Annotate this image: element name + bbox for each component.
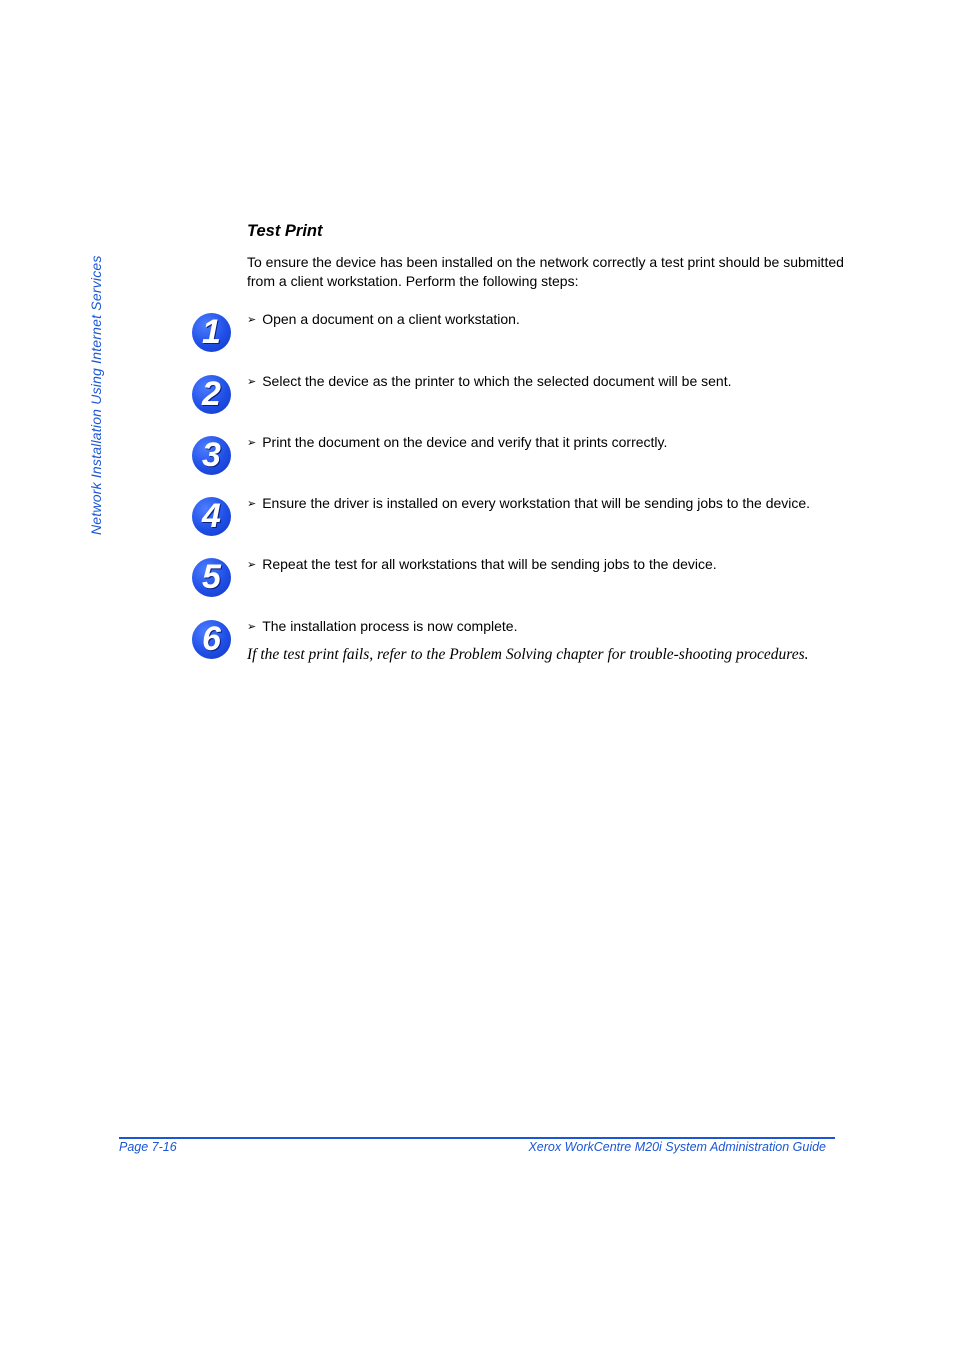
step-number-badge-2 — [192, 375, 231, 414]
step-text: Open a document on a client workstation. — [262, 311, 520, 327]
step-number: 3 — [202, 436, 221, 474]
step-item-1 — [247, 310, 520, 331]
step-number-badge-5 — [192, 558, 231, 597]
arrow-bullet-icon: ➢ — [247, 314, 257, 326]
arrow-bullet-icon: ➢ — [247, 621, 257, 633]
step-text: Print the document on the device and verify that it prints correctly. — [262, 434, 668, 450]
step-text: Repeat the test for all workstations that will be sending jobs to the device. — [262, 556, 717, 572]
step-text: The installation process is now complete. — [262, 618, 518, 634]
step-number-badge-1 — [192, 313, 231, 352]
step-number: 4 — [202, 497, 221, 535]
section-title: Test Print — [247, 222, 323, 240]
step-number: 5 — [202, 558, 221, 596]
arrow-bullet-icon: ➢ — [247, 559, 257, 571]
step-item-2 — [247, 372, 731, 393]
step-item-6 — [247, 617, 517, 638]
step-number-badge-3 — [192, 436, 231, 475]
arrow-bullet-icon: ➢ — [247, 437, 257, 449]
step-item-4 — [247, 494, 810, 515]
footer-guide-title: Xerox WorkCentre M20i System Administration Guide — [528, 1140, 826, 1154]
footer-divider — [119, 1137, 835, 1139]
step-item-3 — [247, 433, 667, 454]
arrow-bullet-icon: ➢ — [247, 498, 257, 510]
step-number-badge-6 — [192, 620, 231, 659]
step-text: Select the device as the printer to which the selected document will be sent. — [262, 373, 732, 389]
section-intro: To ensure the device has been installed on the network correctly a test print should be submitted from a client workstation. Perform the following steps: — [247, 254, 844, 289]
step-number: 2 — [202, 375, 221, 413]
step-item-5 — [247, 555, 717, 576]
step-number: 1 — [202, 313, 221, 351]
chapter-side-tab: Network Installation Using Internet Services — [88, 255, 104, 535]
troubleshooting-note: If the test print fails, refer to the Problem Solving chapter for trouble-shooting procedures. — [247, 646, 809, 663]
footer-page-number: Page 7-16 — [119, 1140, 177, 1154]
step-number-badge-4 — [192, 497, 231, 536]
arrow-bullet-icon: ➢ — [247, 376, 257, 388]
step-text: Ensure the driver is installed on every workstation that will be sending jobs to the device. — [262, 495, 811, 511]
step-number: 6 — [202, 620, 221, 658]
